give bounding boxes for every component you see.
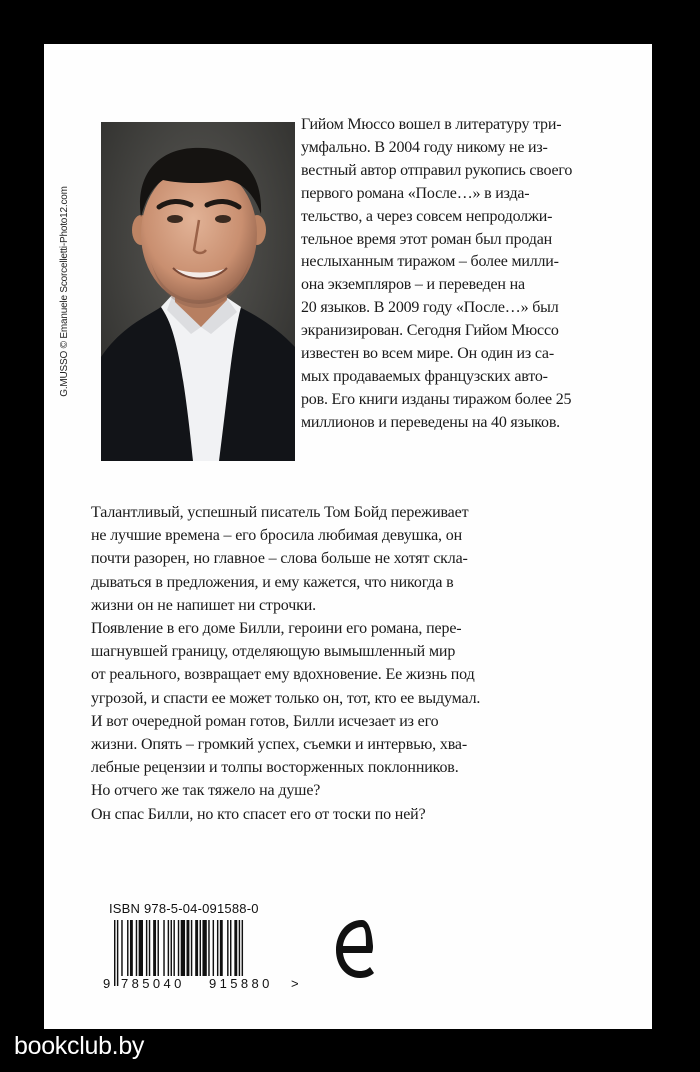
synopsis-line: Появление в его доме Билли, героини его романа, пере-: [91, 620, 462, 638]
synopsis-line: почти разорен, но главное – слова больше не хотят скла-: [91, 550, 468, 568]
barcode-bar: [227, 920, 228, 976]
barcode-bar: [146, 920, 147, 976]
barcode-bar: [163, 920, 164, 976]
barcode-bar: [208, 920, 209, 976]
book-synopsis: [91, 501, 599, 826]
synopsis-line: от реального, возвращает ему вдохновение. Ее жизнь под: [91, 666, 475, 684]
watermark-site: bookclub.by: [14, 1032, 145, 1060]
bio-line: ров. Его книги изданы тиражом более 25: [301, 390, 572, 408]
isbn-label: ISBN 978-5-04-091588-0: [109, 901, 259, 916]
barcode-bar: [130, 920, 133, 976]
book-back-cover: [44, 44, 652, 1029]
barcode-bar: [191, 920, 192, 976]
bio-line: тельство, а через совсем непродолжи-: [301, 207, 553, 225]
barcode-bar: [202, 920, 206, 976]
barcode-bar: [195, 920, 198, 976]
author-portrait-illustration: [101, 122, 295, 461]
barcode-digits-left: 785040: [121, 976, 185, 991]
synopsis-line: не лучшие времена – его бросила любимая девушка, он: [91, 527, 463, 545]
bio-line: 20 языков. В 2009 году «После…» был: [301, 299, 559, 317]
bio-line: известен во всем мире. Он один из са-: [301, 345, 554, 363]
synopsis-line: Но отчего же так тяжело на душе?: [91, 782, 321, 800]
barcode-bar: [234, 920, 237, 976]
barcode-bar: [171, 920, 172, 976]
bio-line: тельное время этот роман был продан: [301, 230, 552, 248]
barcode-bar: [213, 920, 214, 976]
synopsis-line: Он спас Билли, но кто спасет его от тоски по ней?: [91, 805, 426, 823]
bio-line: экранизирован. Сегодня Гийом Мюссо: [301, 322, 559, 340]
photo-credit: G.MUSSO © Emanuele Scorcelletti-Photo12.com: [59, 186, 70, 397]
barcode-bar: [121, 920, 122, 976]
barcode-bar: [200, 920, 201, 976]
author-photo: [101, 122, 295, 461]
barcode-digit-first: 9: [103, 976, 111, 991]
barcode-bar: [153, 920, 156, 976]
synopsis-line: лебные рецензии и толпы восторженных поклонников.: [91, 759, 459, 777]
synopsis-line: шагнувшей границу, отделяющую вымышленный мир: [91, 643, 456, 661]
barcode-bar: [239, 920, 240, 976]
barcode-bar: [220, 920, 223, 976]
barcode-bar: [139, 920, 143, 976]
synopsis-line: Талантливый, успешный писатель Том Бойд переживает: [91, 504, 469, 521]
author-biography: [301, 114, 599, 435]
synopsis-line: И вот очередной роман готов, Билли исчезает из его: [91, 712, 439, 730]
barcode-bar: [127, 920, 128, 976]
barcode-digits: [104, 976, 304, 992]
barcode-bar: [187, 920, 190, 976]
synopsis-line: дываться в предложения, и ему кажется, что никогда в: [91, 573, 454, 591]
barcode-bar: [230, 920, 231, 976]
eksmo-logo-icon: [332, 914, 376, 982]
barcode-bar: [149, 920, 150, 976]
bio-line: неслыханным тиражом – более милли-: [301, 253, 559, 271]
barcode-bar: [173, 920, 174, 976]
bio-line: Гийом Мюссо вошел в литературу три-: [301, 116, 562, 133]
bio-line: первого романа «После…» в изда-: [301, 184, 530, 202]
barcode-bar: [168, 920, 169, 976]
barcode-bar: [217, 920, 218, 976]
barcode-digits-right: 915880: [209, 976, 273, 991]
bio-line: вестный автор отправил рукопись своего: [301, 161, 573, 179]
synopsis-line: жизни он не напишет ни строчки.: [91, 596, 317, 614]
bio-line: мых продаваемых французских авто-: [301, 367, 548, 385]
barcode-quiet-mark: >: [291, 976, 299, 991]
bio-line: умфально. В 2004 году никому не из-: [301, 138, 548, 156]
synopsis-line: угрозой, и спасти ее может только он, тот, кто ее выдумал.: [91, 689, 481, 707]
synopsis-line: жизни. Опять – громкий успех, съемки и интервью, хва-: [91, 736, 468, 754]
barcode-bar: [158, 920, 159, 976]
barcode-bar: [136, 920, 137, 976]
bio-line: она экземпляров – и переведен на: [301, 276, 525, 294]
bio-line: миллионов и переведены на 40 языков.: [301, 413, 560, 431]
